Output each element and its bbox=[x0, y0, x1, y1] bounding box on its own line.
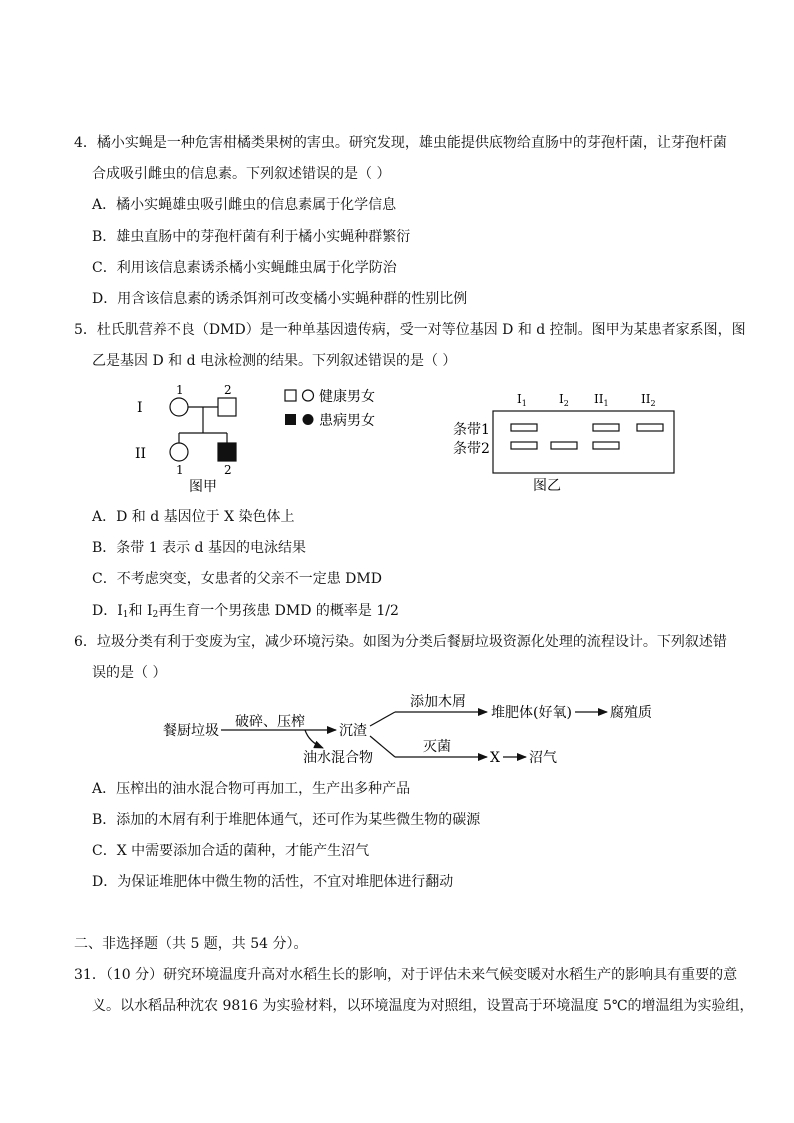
lane-label: $II_2$ bbox=[641, 392, 656, 408]
gel-band bbox=[511, 424, 537, 431]
q5-option-c: C．不考虑突变，女患者的父亲不一定患 DMD bbox=[92, 571, 382, 587]
q4-option-a: A．橘小实蝇雄虫吸引雌虫的信息素属于化学信息 bbox=[92, 197, 397, 213]
gel-band bbox=[511, 442, 537, 449]
flow-label-sawdust: 添加木屑 bbox=[410, 694, 466, 710]
legend-healthy-label: 健康男女 bbox=[319, 389, 375, 405]
flow-node-compost: 堆肥体(好氧) bbox=[491, 705, 572, 721]
male-affected-symbol bbox=[218, 443, 236, 461]
gel-band bbox=[551, 442, 577, 449]
lane-label: $II_1$ bbox=[594, 392, 609, 408]
q6-option-d: D．为保证堆肥体中微生物的活性，不宜对堆肥体进行翻动 bbox=[92, 874, 454, 890]
legend-affected-label: 患病男女 bbox=[319, 413, 375, 429]
lane-label: $I_2$ bbox=[559, 392, 569, 408]
individual-number: 1 bbox=[176, 383, 184, 397]
flow-branch-line bbox=[370, 712, 395, 726]
flow-node-humus: 腐殖质 bbox=[610, 705, 652, 721]
pedigree-chart bbox=[125, 378, 400, 496]
legend-male-affected-icon bbox=[285, 414, 296, 425]
lane-label: $I_1$ bbox=[517, 392, 527, 408]
individual-number: 1 bbox=[176, 463, 184, 477]
gel-band bbox=[593, 424, 619, 431]
female-healthy-symbol bbox=[170, 398, 188, 416]
q31-stem-line2: 义。以水稻品种沈农 9816 为实验材料，以环境温度为对照组，设置高于环境温度 5℃的增温组为实验组， bbox=[92, 998, 754, 1014]
q5-stem-line2: 乙是基因 D 和 d 电泳检测的结果。下列叙述错误的是（ ） bbox=[92, 353, 457, 369]
q5-stem-line1: 5．杜氏肌营养不良（DMD）是一种单基因遗传病，受一对等位基因 D 和 d 控制。图甲为某患者家系图，图 bbox=[74, 322, 746, 338]
flow-label-sterilize: 灭菌 bbox=[423, 739, 451, 755]
flow-node-x: X bbox=[490, 750, 500, 766]
band-row-label-1: 条带1 bbox=[453, 422, 490, 438]
q5-option-a: A．D 和 d 基因位于 X 染色体上 bbox=[92, 509, 295, 525]
flow-node-biogas: 沼气 bbox=[529, 750, 557, 766]
flow-arrow bbox=[305, 730, 323, 748]
q6-option-b: B．添加的木屑有利于堆肥体通气，还可作为某些微生物的碳源 bbox=[92, 812, 481, 828]
gel-band bbox=[637, 424, 663, 431]
figure-caption: 图甲 bbox=[189, 479, 217, 495]
q31-stem-line1: 31．（10 分）研究环境温度升高对水稻生长的影响，对于评估未来气候变暖对水稻生产的影响具有重要的意 bbox=[74, 967, 738, 983]
band-row-label-2: 条带2 bbox=[453, 441, 490, 457]
q6-stem-line1: 6．垃圾分类有利于变废为宝，减少环境污染。如图为分类后餐厨垃圾资源化处理的流程设计。下列叙述错 bbox=[74, 634, 727, 650]
flow-node-oilwater: 油水混合物 bbox=[303, 750, 373, 766]
q6-option-c: C．X 中需要添加合适的菌种，才能产生沼气 bbox=[92, 843, 370, 859]
generation-label-1: I bbox=[137, 400, 143, 416]
legend-female-healthy-icon bbox=[303, 390, 314, 401]
waste-processing-flowchart bbox=[155, 690, 665, 772]
individual-number: 2 bbox=[224, 463, 232, 477]
q4-option-b: B．雄虫直肠中的芽孢杆菌有利于橘小实蝇种群繁衍 bbox=[92, 229, 411, 245]
legend-male-healthy-icon bbox=[285, 390, 296, 401]
male-healthy-symbol bbox=[218, 398, 236, 416]
q4-option-c: C．利用该信息素诱杀橘小实蝇雌虫属于化学防治 bbox=[92, 260, 397, 276]
flow-node-residue: 沉渣 bbox=[339, 723, 367, 739]
electrophoresis-gel bbox=[448, 385, 688, 495]
q6-stem-line2: 误的是（ ） bbox=[92, 665, 167, 681]
q5-option-b: B．条带 1 表示 d 基因的电泳结果 bbox=[92, 540, 306, 556]
q4-option-d: D．用含该信息素的诱杀饵剂可改变橘小实蝇种群的性别比例 bbox=[92, 291, 468, 307]
q5-option-d: D．$I_1$和 $I_2$再生育一个男孩患 DMD 的概率是 1/2 bbox=[92, 603, 399, 620]
female-healthy-symbol bbox=[170, 443, 188, 461]
q4-stem-line1: 4．橘小实蝇是一种危害柑橘类果树的害虫。研究发现，雄虫能提供底物给直肠中的芽孢杆菌，让芽孢杆菌 bbox=[74, 135, 727, 151]
q4-stem-line2: 合成吸引雌虫的信息素。下列叙述错误的是（ ） bbox=[92, 166, 391, 182]
flow-label-press: 破碎、压榨 bbox=[235, 714, 305, 730]
section-heading: 二、非选择题（共 5 题，共 54 分）。 bbox=[74, 936, 308, 952]
q6-option-a: A．压榨出的油水混合物可再加工，生产出多种产品 bbox=[92, 781, 411, 797]
gel-band bbox=[593, 442, 619, 449]
generation-label-2: II bbox=[135, 446, 147, 462]
figure-caption: 图乙 bbox=[533, 478, 561, 494]
individual-number: 2 bbox=[224, 383, 232, 397]
flow-node-waste: 餐厨垃圾 bbox=[163, 723, 219, 739]
flow-branch-line bbox=[370, 736, 395, 757]
legend-female-affected-icon bbox=[303, 414, 314, 425]
